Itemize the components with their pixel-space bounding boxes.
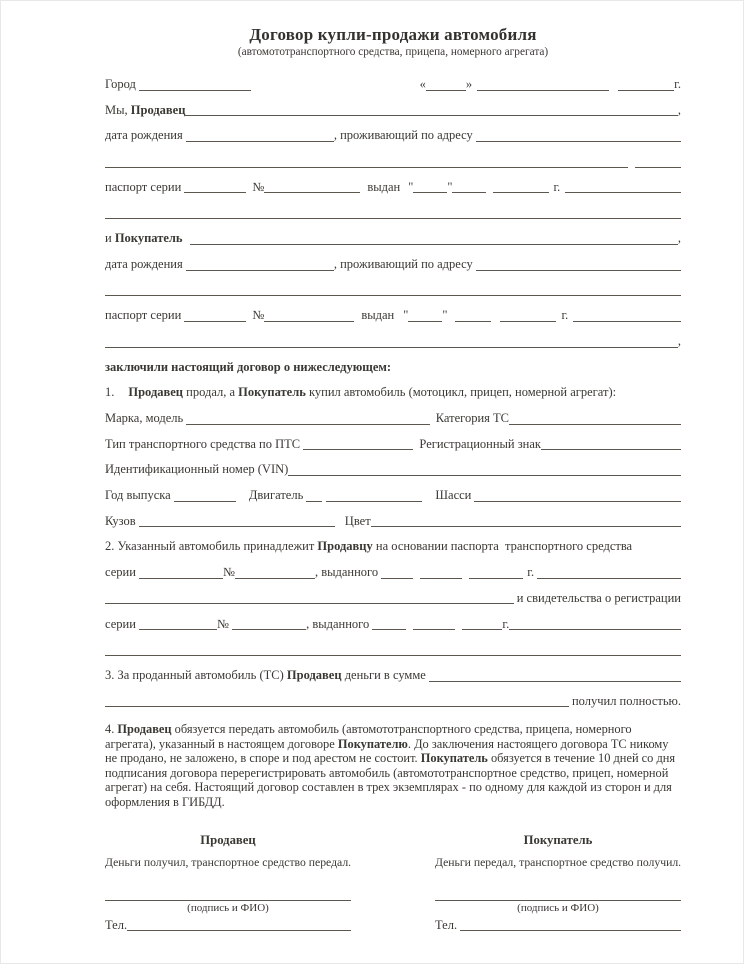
seller-heading: Продавец: [200, 833, 256, 848]
buyer-phone-row: [435, 918, 681, 933]
pts-number-blank: [235, 578, 315, 579]
field-label: паспорт серии: [105, 179, 185, 194]
seller-passport-issuer-blank: [565, 192, 681, 193]
seller-passport-series-blank: [184, 192, 246, 193]
field-label: №: [217, 616, 233, 631]
pts-year-blank: [469, 578, 523, 579]
color-blank: [371, 526, 681, 527]
buyer-passport-month-blank: [455, 321, 491, 322]
bold-term: Продавцу: [317, 539, 373, 554]
field-label: деньги в сумме: [341, 667, 429, 682]
field-label: ,: [677, 231, 681, 246]
clause-1-row: [105, 375, 681, 401]
field-label: №: [252, 179, 265, 194]
category-blank: [509, 424, 681, 425]
amount-words-blank: [105, 706, 569, 707]
vin-blank: [288, 475, 681, 476]
sts-issuer-blank: [509, 629, 681, 630]
clause-3-row: [105, 658, 681, 684]
buyer-statement: Деньги передал, транспортное средство получил.: [435, 856, 682, 870]
engine-blank-1: [306, 501, 322, 502]
seller-address-cont-row: [105, 144, 681, 170]
field-label: получил полностью.: [568, 693, 681, 708]
buyer-passport-number-blank: [264, 321, 354, 322]
seller-passport-issuer-cont-blank: [105, 218, 681, 219]
buyer-passport-series-blank: [184, 321, 246, 322]
field-label: Регистрационный знак: [419, 436, 541, 451]
year-engine-chassis-row: [105, 478, 681, 504]
buyer-passport-year-blank: [500, 321, 556, 322]
city-blank: [139, 90, 251, 91]
sts-series-row: [105, 606, 681, 632]
field-label: на основании паспорта транспортного средства: [372, 539, 633, 554]
seller-address-tail-blank: [635, 167, 681, 168]
reg-plate-blank: [541, 449, 681, 450]
buyer-birthdate-blank: [186, 270, 334, 271]
pts-issuer-cont-blank: [105, 603, 514, 604]
field-label: и свидетельства о регистрации: [513, 590, 681, 605]
buyer-signature-line: [435, 900, 681, 901]
field-label: дата рождения: [105, 128, 186, 143]
vehicle-type-blank: [303, 449, 413, 450]
pts-month-blank: [420, 578, 462, 579]
field-label: , проживающий по адресу: [333, 128, 476, 143]
buyer-signature-block: [435, 833, 681, 933]
sts-series-blank: [139, 629, 217, 630]
field-label: ,: [677, 102, 681, 117]
field-label: Тип транспортного средства по ПТС: [105, 436, 304, 451]
body-number-blank: [139, 526, 335, 527]
seller-passport-year-blank: [493, 192, 549, 193]
field-label: , выданного: [314, 565, 382, 580]
field-label: №: [252, 308, 265, 323]
buyer-name-row: [105, 221, 681, 247]
seller-statement: Деньги получил, транспортное средство передал.: [105, 856, 352, 870]
sts-number-blank: [232, 629, 306, 630]
city-date-row: [105, 67, 681, 93]
buyer-signature-caption: (подпись и ФИО): [517, 902, 599, 915]
clause-text: обязуется в течение 10 дней со дня подписания договора перерегистрировать автомобиль (автомототранспортное средство, прицеп, номерной агрегат) на себя. Настоящий договор составлен в трех экземплярах - по одному для каждой из сторон и для оформления в ГИБДД.: [105, 751, 676, 809]
field-label: ": [447, 179, 453, 194]
seller-passport-issuer-cont-row: [105, 195, 681, 221]
seller-birth-address-row: [105, 118, 681, 144]
buyer-address-cont-row: [105, 273, 681, 299]
form-body: [105, 67, 681, 709]
buyer-name-blank: [190, 244, 678, 245]
amount-cont-row: [105, 684, 681, 710]
seller-passport-row: [105, 170, 681, 196]
sts-month-blank: [413, 629, 455, 630]
seller-signature-caption: (подпись и ФИО): [187, 902, 269, 915]
seller-passport-month-blank: [452, 192, 486, 193]
buyer-address-cont-blank: [105, 295, 681, 296]
field-label: серии: [105, 616, 140, 631]
bold-term: Продавец: [286, 667, 342, 682]
pts-day-blank: [381, 578, 413, 579]
buyer-passport-issuer-blank: [573, 321, 681, 322]
field-label: , выданного: [306, 616, 373, 631]
clause-text: обязуется передать автомобиль (автомототранспортного средства, прицепа, номерного агрегата), указанный в настоящем договоре: [105, 722, 632, 751]
field-label: ": [442, 308, 448, 323]
field-label: ": [403, 308, 409, 323]
field-label: Двигатель: [248, 488, 307, 503]
seller-signature-block: [105, 833, 351, 933]
day-blank: [426, 90, 466, 91]
sts-year-blank: [462, 629, 502, 630]
seller-address-blank: [476, 141, 681, 142]
buyer-heading: Покупатель: [523, 833, 593, 848]
field-label: «: [419, 77, 426, 92]
clause-2-row: [105, 529, 681, 555]
field-label: , проживающий по адресу: [333, 256, 476, 271]
seller-name-blank: [185, 115, 677, 116]
field-label: »: [465, 77, 473, 92]
field-label: Мы,: [105, 102, 131, 117]
field-label: ,: [677, 333, 681, 348]
field-label: 2. Указанный автомобиль принадлежит: [105, 539, 318, 554]
sts-day-blank: [372, 629, 406, 630]
engine-blank-2: [326, 501, 422, 502]
field-label: серии: [105, 565, 140, 580]
buyer-passport-issuer-cont-row: [105, 324, 681, 350]
pts-series-row: [105, 555, 681, 581]
buyer-passport-day-blank: [408, 321, 442, 322]
bold-term: Продавец: [128, 385, 184, 400]
bold-term: Покупатель: [114, 231, 183, 246]
bold-term: Покупателю: [337, 736, 408, 751]
field-label: выдан: [367, 179, 401, 194]
pts-issuer-blank: [537, 578, 681, 579]
month-blank: [477, 90, 609, 91]
clause-text: . До заключения настоящего договора ТС никому не продано, не заложено, в споре и под арестом не состоит.: [105, 736, 669, 766]
chassis-blank: [474, 501, 681, 502]
seller-passport-number-blank: [264, 192, 360, 193]
seller-address-cont-blank: [105, 167, 628, 168]
field-label: №: [223, 565, 235, 580]
field-label: дата рождения: [105, 256, 186, 271]
sts-issuer-cont-blank: [105, 655, 681, 656]
pts-issuer-cont-row: [105, 581, 681, 607]
field-label: г.: [674, 77, 681, 92]
bold-term: заключили настоящий договор о нижеследующем:: [105, 359, 392, 374]
seller-passport-day-blank: [413, 192, 447, 193]
seller-phone-blank: [127, 930, 351, 931]
buyer-phone-blank: [460, 930, 681, 931]
document-subtitle: (автомототранспортного средства, прицепа, номерного агрегата): [237, 46, 549, 58]
clause-text: 4.: [105, 722, 118, 737]
seller-signature-line: [105, 900, 351, 901]
field-label: 1.: [105, 385, 115, 400]
make-model-row: [105, 401, 681, 427]
buyer-birth-address-row: [105, 247, 681, 273]
buyer-passport-issuer-cont-blank: [105, 347, 678, 348]
pts-series-blank: [139, 578, 223, 579]
vin-row: [105, 452, 681, 478]
field-label: г.: [527, 565, 538, 580]
build-year-blank: [174, 501, 236, 502]
field-label: паспорт серии: [105, 308, 185, 323]
bold-term: Продавец: [117, 722, 172, 737]
body-color-row: [105, 504, 681, 530]
year-blank: [618, 90, 674, 91]
field-label: ": [408, 179, 414, 194]
clause-4-text: [105, 722, 681, 809]
buyer-address-blank: [476, 270, 681, 271]
seller-name-row: [105, 93, 681, 119]
buyer-phone-label: Тел.: [435, 918, 461, 933]
amount-blank: [429, 681, 681, 682]
sts-issuer-cont-row: [105, 632, 681, 658]
field-label: г.: [561, 308, 569, 323]
field-label: Год выпуска: [105, 488, 174, 503]
field-label: Кузов: [105, 513, 139, 528]
signature-section: [105, 833, 681, 933]
field-label: выдан: [361, 308, 395, 323]
field-label: Шасси: [435, 488, 475, 503]
field-label: Цвет: [344, 513, 371, 528]
bold-term: Покупатель: [238, 385, 306, 400]
seller-phone-label: Тел.: [105, 918, 128, 933]
field-label: 3. За проданный автомобиль (ТС): [105, 667, 287, 682]
document-title: Договор купли-продажи автомобиля: [249, 25, 537, 44]
field-label: продал, а: [183, 385, 239, 400]
field-label: и: [105, 231, 115, 246]
field-label: г.: [553, 179, 561, 194]
bold-term: Покупатель: [420, 751, 488, 766]
type-regplate-row: [105, 427, 681, 453]
bold-term: Продавец: [130, 102, 186, 117]
field-label: Город: [105, 77, 140, 92]
seller-birthdate-blank: [186, 141, 334, 142]
seller-phone-row: [105, 918, 351, 933]
make-model-blank: [186, 424, 429, 425]
field-label: Идентификационный номер (VIN): [105, 462, 289, 477]
field-label: купил автомобиль (мотоцикл, прицеп, номерной агрегат):: [305, 385, 617, 400]
preamble-row: [105, 350, 681, 376]
field-label: Марка, модель: [105, 411, 187, 425]
buyer-passport-row: [105, 298, 681, 324]
field-label: г.: [502, 616, 510, 631]
field-label: Категория ТС: [435, 411, 509, 425]
